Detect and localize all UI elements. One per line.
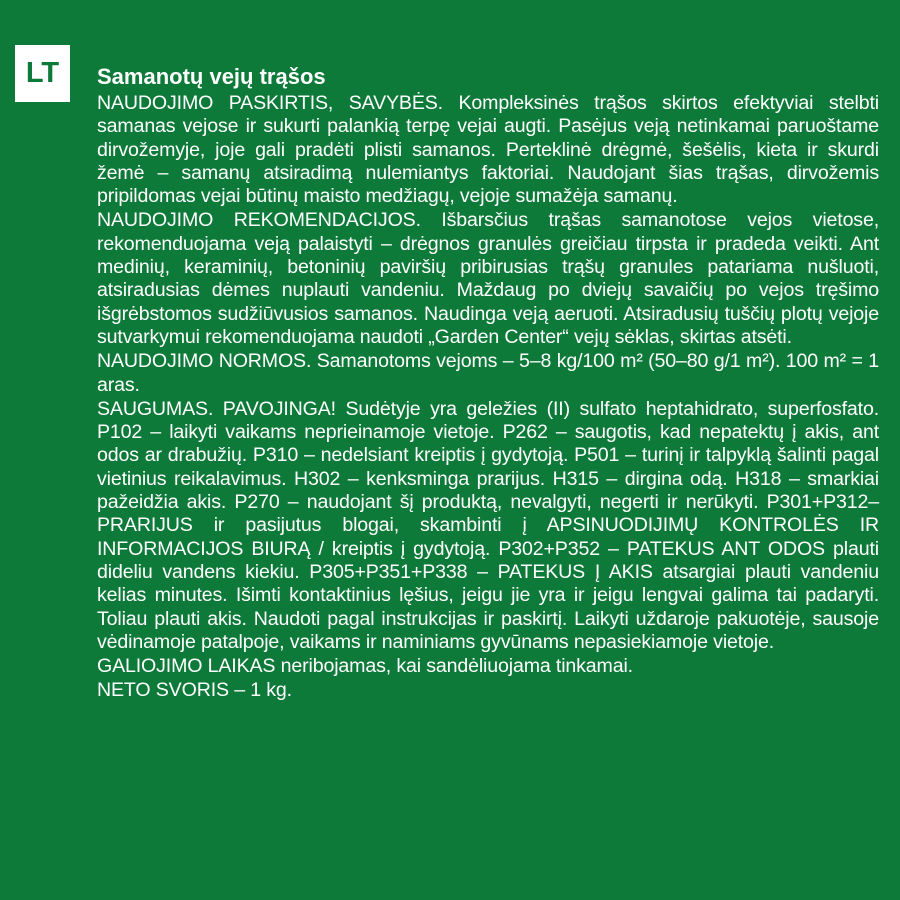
label-text-block xyxy=(97,64,879,704)
usage-norms-paragraph: NAUDOJIMO NORMOS. Samanotoms vejoms – 5–8 kg/100 m² (50–80 g/1 m²). 100 m² = 1 aras. xyxy=(97,350,879,396)
language-badge: LT xyxy=(15,45,70,102)
net-weight-paragraph: NETO SVORIS – 1 kg. xyxy=(97,679,292,702)
purpose-paragraph: NAUDOJIMO PASKIRTIS, SAVYBĖS. Kompleksinės trąšos skirtos efektyviai stelbti samanas vejose ir sukurti palankią terpę vejai augti. Pasėjus veją netinkamai paruoštame dirvožemyje, joje gali pradėti plisti samanos. Perteklinė drėgmė, šešėlis, kieta ir skurdi žemė – samanų atsiradimą nulemiantys faktoriai. Naudojant šias trąšas, dirvožemis pripildomas vejai būtinų maisto medžiagų, vejoje sumažėja samanų. xyxy=(97,92,879,208)
safety-paragraph: SAUGUMAS. PAVOJINGA! Sudėtyje yra geležies (II) sulfato heptahidrato, superfosfato. P102 – laikyti vaikams neprieinamoje vietoje. P262 – saugotis, kad nepatektų į akis, ant odos ar drabužių. P310 – nedelsiant kreiptis į gydytoją. P501 – turinį ir talpyklą šalinti pagal vietinius reikalavimus. H302 – kenksminga prarijus. H315 – dirgina odą. H318 – smarkiai pažeidžia akis. P270 – naudojant šį produktą, nevalgyti, negerti ir nerūkyti. P301+P312– PRARIJUS ir pasijutus blogai, skambinti į APSINUODIJIMŲ KONTROLĖS IR INFORMACIJOS BIURĄ / kreiptis į gydytoją. P302+P352 – PATEKUS ANT ODOS plauti dideliu vandens kiekiu. P305+P351+P338 – PATEKUS Į AKIS atsargiai plauti vandeniu kelias minutes. Išimti kontaktinius lęšius, jeigu jie yra ir jeigu lengvai galima tai padaryti. Toliau plauti akis. Naudoti pagal instrukcijas ir paskirtį. Laikyti uždaroje pakuotėje, sausoje vėdinamoje patalpoje, vaikams ir naminiams gyvūnams nepasiekiamoje vietoje. xyxy=(97,397,879,653)
recommendations-paragraph: NAUDOJIMO REKOMENDACIJOS. Išbarsčius trąšas samanotose vejos vietose, rekomenduojama veją palaistyti – drėgnos granulės greičiau tirpsta ir pradeda veikti. Ant medinių, keraminių, betoninių paviršių pribirusias trąšų granules patariama nušluoti, atsiradusias dėmes nuplauti vandeniu. Maždaug po dviejų savaičių po vejos tręšimo išgrėbstomos sudžiūvusios samanos. Naudinga veją aeruoti. Atsiradusių tuščių plotų vejoje sutvarkymui rekomenduojama naudoti „Garden Center“ vejų sėklas, skirtas atsėti. xyxy=(97,209,879,348)
shelf-life-paragraph: GALIOJIMO LAIKAS neribojamas, kai sandėliuojama tinkamai. xyxy=(97,655,633,678)
product-title: Samanotų vejų trąšos xyxy=(97,64,326,89)
